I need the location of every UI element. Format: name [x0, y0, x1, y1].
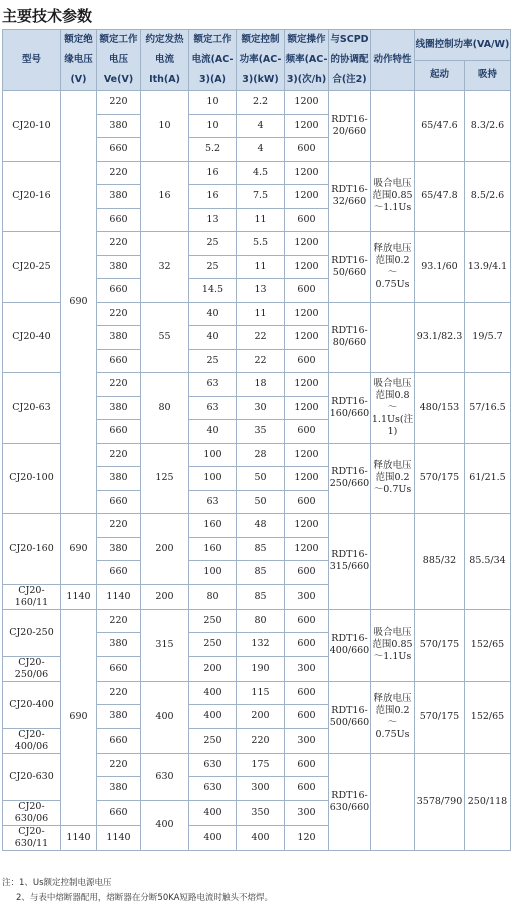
cell-action: 吸合电压范围0.8～1.1Us(注1) [371, 373, 415, 444]
cell-ie: 16 [189, 185, 237, 209]
cell-action [371, 302, 415, 373]
cell-freq: 600 [285, 279, 329, 303]
cell-pe: 11 [237, 302, 285, 326]
cell-pe: 50 [237, 467, 285, 491]
cell-ith: 630 [141, 753, 189, 800]
cell-model: CJ20-400/06 [3, 728, 61, 753]
cell-ue: 380 [97, 467, 141, 491]
cell-pe: 132 [237, 633, 285, 657]
cell-freq: 600 [285, 753, 329, 777]
cell-ie: 100 [189, 443, 237, 467]
cell-scpd: RDT16-20/660 [329, 91, 371, 162]
cell-ue: 220 [97, 232, 141, 256]
cell-coil-start: 93.1/60 [415, 232, 465, 303]
cell-freq: 1200 [285, 396, 329, 420]
cell-ue: 380 [97, 255, 141, 279]
cell-ie: 400 [189, 681, 237, 705]
header-coil-power: 线圈控制功率(VA/W) [415, 30, 511, 61]
cell-ue: 660 [97, 800, 141, 825]
cell-scpd: RDT16-500/660 [329, 681, 371, 753]
cell-model: CJ20-630/06 [3, 800, 61, 825]
cell-freq: 300 [285, 656, 329, 681]
cell-ith: 55 [141, 302, 189, 373]
cell-ie: 16 [189, 161, 237, 185]
cell-freq: 600 [285, 777, 329, 801]
cell-ue: 660 [97, 728, 141, 753]
cell-ue: 380 [97, 185, 141, 209]
cell-ie: 250 [189, 609, 237, 633]
cell-ue: 220 [97, 681, 141, 705]
cell-ie: 250 [189, 633, 237, 657]
cell-ue: 220 [97, 161, 141, 185]
cell-ie: 40 [189, 302, 237, 326]
cell-freq: 120 [285, 825, 329, 850]
cell-coil-start: 570/175 [415, 681, 465, 753]
footnotes [2, 876, 273, 906]
cell-action: 吸合电压范围0.85～1.1Us [371, 161, 415, 232]
header-coil-hold: 吸持 [465, 60, 511, 91]
cell-model: CJ20-630 [3, 753, 61, 800]
cell-ue: 220 [97, 373, 141, 397]
cell-pe: 220 [237, 728, 285, 753]
cell-model: CJ20-40 [3, 302, 61, 373]
cell-coil-hold: 250/118 [465, 753, 511, 850]
cell-model: CJ20-630/11 [3, 825, 61, 850]
cell-model: CJ20-160 [3, 514, 61, 585]
cell-ue: 1140 [97, 584, 141, 609]
cell-ie: 40 [189, 326, 237, 350]
cell-scpd: RDT16-50/660 [329, 232, 371, 303]
cell-ue: 660 [97, 656, 141, 681]
cell-action: 释放电压范围0.2～0.7Us [371, 443, 415, 514]
cell-freq: 600 [285, 705, 329, 729]
cell-ue: 660 [97, 138, 141, 162]
cell-action: 释放电压范围0.2～0.75Us [371, 681, 415, 753]
cell-freq: 1200 [285, 232, 329, 256]
cell-coil-start: 65/47.8 [415, 161, 465, 232]
cell-freq: 600 [285, 681, 329, 705]
cell-action [371, 753, 415, 850]
cell-freq: 300 [285, 800, 329, 825]
cell-ie: 14.5 [189, 279, 237, 303]
cell-ie: 250 [189, 728, 237, 753]
cell-coil-start: 3578/790 [415, 753, 465, 850]
table-row [3, 514, 511, 538]
cell-ie: 100 [189, 561, 237, 585]
cell-scpd: RDT16-400/660 [329, 609, 371, 681]
header-operating-frequency: 额定操作频率(AC-3)(次/h) [285, 30, 329, 91]
cell-ue: 380 [97, 396, 141, 420]
cell-ui: 1140 [61, 584, 97, 609]
cell-model: CJ20-250/06 [3, 656, 61, 681]
cell-pe: 4.5 [237, 161, 285, 185]
cell-coil-hold: 57/16.5 [465, 373, 511, 444]
cell-model: CJ20-63 [3, 373, 61, 444]
cell-ue: 220 [97, 302, 141, 326]
cell-ie: 160 [189, 514, 237, 538]
header-thermal-current: 约定发热电流Ith(A) [141, 30, 189, 91]
cell-ui: 1140 [61, 825, 97, 850]
cell-coil-hold: 152/65 [465, 681, 511, 753]
cell-pe: 4 [237, 138, 285, 162]
cell-ith: 32 [141, 232, 189, 303]
cell-pe: 175 [237, 753, 285, 777]
cell-freq: 1200 [285, 185, 329, 209]
cell-ue: 220 [97, 443, 141, 467]
cell-pe: 13 [237, 279, 285, 303]
header-working-voltage: 额定工作电压Ve(V) [97, 30, 141, 91]
cell-freq: 600 [285, 138, 329, 162]
header-model: 型号 [3, 30, 61, 91]
cell-ie: 160 [189, 537, 237, 561]
cell-pe: 4 [237, 114, 285, 138]
cell-ie: 10 [189, 91, 237, 115]
cell-pe: 18 [237, 373, 285, 397]
cell-freq: 600 [285, 490, 329, 514]
cell-scpd: RDT16-160/660 [329, 373, 371, 444]
cell-model: CJ20-250 [3, 609, 61, 656]
cell-ith: 315 [141, 609, 189, 681]
cell-pe: 48 [237, 514, 285, 538]
cell-ie: 5.2 [189, 138, 237, 162]
cell-action [371, 91, 415, 162]
cell-pe: 85 [237, 584, 285, 609]
cell-ie: 63 [189, 373, 237, 397]
cell-pe: 350 [237, 800, 285, 825]
cell-coil-hold: 61/21.5 [465, 443, 511, 514]
cell-ie: 10 [189, 114, 237, 138]
cell-action: 释放电压范围0.2～0.75Us [371, 232, 415, 303]
cell-ith: 400 [141, 800, 189, 850]
cell-ith: 80 [141, 373, 189, 444]
header-control-power: 额定控制功率(AC-3)(kW) [237, 30, 285, 91]
cell-pe: 115 [237, 681, 285, 705]
cell-ith: 125 [141, 443, 189, 514]
cell-pe: 5.5 [237, 232, 285, 256]
table-row [3, 91, 511, 115]
cell-ue: 1140 [97, 825, 141, 850]
cell-coil-start: 480/153 [415, 373, 465, 444]
header-coil-start: 起动 [415, 60, 465, 91]
cell-model: CJ20-10 [3, 91, 61, 162]
cell-pe: 190 [237, 656, 285, 681]
cell-model: CJ20-16 [3, 161, 61, 232]
cell-coil-hold: 13.9/4.1 [465, 232, 511, 303]
cell-ie: 25 [189, 349, 237, 373]
cell-freq: 1200 [285, 161, 329, 185]
cell-ue: 220 [97, 609, 141, 633]
cell-ui: 690 [61, 91, 97, 514]
header-insulation-voltage: 额定绝缘电压(V) [61, 30, 97, 91]
cell-ie: 40 [189, 420, 237, 444]
cell-scpd: RDT16-630/660 [329, 753, 371, 850]
cell-coil-hold: 152/65 [465, 609, 511, 681]
cell-ue: 380 [97, 537, 141, 561]
cell-freq: 300 [285, 728, 329, 753]
cell-model: CJ20-100 [3, 443, 61, 514]
page-title: 主要技术参数 [2, 7, 93, 25]
cell-ue: 380 [97, 777, 141, 801]
cell-ie: 63 [189, 490, 237, 514]
cell-coil-hold: 85.5/34 [465, 514, 511, 610]
cell-ith: 400 [141, 681, 189, 753]
cell-ie: 200 [189, 656, 237, 681]
cell-ie: 25 [189, 232, 237, 256]
cell-freq: 600 [285, 561, 329, 585]
cell-ie: 63 [189, 396, 237, 420]
cell-model: CJ20-160/11 [3, 584, 61, 609]
cell-ue: 660 [97, 279, 141, 303]
cell-pe: 22 [237, 326, 285, 350]
cell-pe: 22 [237, 349, 285, 373]
cell-pe: 300 [237, 777, 285, 801]
cell-ue: 380 [97, 114, 141, 138]
header-action: 动作特性 [371, 30, 415, 91]
cell-ue: 380 [97, 326, 141, 350]
cell-action: 吸合电压范围0.85～1.1Us [371, 609, 415, 681]
cell-ie: 400 [189, 705, 237, 729]
cell-coil-hold: 8.3/2.6 [465, 91, 511, 162]
cell-pe: 28 [237, 443, 285, 467]
cell-freq: 1200 [285, 326, 329, 350]
cell-pe: 400 [237, 825, 285, 850]
cell-scpd: RDT16-315/660 [329, 514, 371, 610]
cell-ie: 630 [189, 753, 237, 777]
cell-ie: 80 [189, 584, 237, 609]
cell-ui: 690 [61, 514, 97, 585]
cell-scpd: RDT16-80/660 [329, 302, 371, 373]
cell-ue: 380 [97, 633, 141, 657]
cell-coil-hold: 8.5/2.6 [465, 161, 511, 232]
cell-scpd: RDT16-32/660 [329, 161, 371, 232]
cell-pe: 80 [237, 609, 285, 633]
cell-coil-start: 570/175 [415, 609, 465, 681]
cell-freq: 1200 [285, 373, 329, 397]
cell-ue: 660 [97, 490, 141, 514]
cell-freq: 600 [285, 609, 329, 633]
header-working-current: 额定工作电流(AC-3)(A) [189, 30, 237, 91]
cell-ith: 200 [141, 514, 189, 585]
cell-coil-start: 93.1/82.3 [415, 302, 465, 373]
cell-ith: 16 [141, 161, 189, 232]
cell-ue: 660 [97, 349, 141, 373]
cell-ue: 660 [97, 561, 141, 585]
cell-ue: 220 [97, 91, 141, 115]
footnote-2: 2、与表中熔断器配用，熔断器在分断50KA短路电流时触头不熔焊。 [16, 893, 273, 903]
cell-freq: 1200 [285, 91, 329, 115]
cell-scpd: RDT16-250/660 [329, 443, 371, 514]
cell-pe: 11 [237, 208, 285, 232]
cell-freq: 1200 [285, 443, 329, 467]
cell-pe: 50 [237, 490, 285, 514]
cell-ue: 220 [97, 753, 141, 777]
cell-freq: 1200 [285, 537, 329, 561]
cell-freq: 600 [285, 349, 329, 373]
cell-pe: 11 [237, 255, 285, 279]
cell-ue: 660 [97, 420, 141, 444]
cell-model: CJ20-400 [3, 681, 61, 728]
cell-coil-start: 885/32 [415, 514, 465, 610]
cell-ie: 25 [189, 255, 237, 279]
spec-table [2, 29, 511, 851]
cell-freq: 1200 [285, 467, 329, 491]
cell-pe: 2.2 [237, 91, 285, 115]
cell-coil-hold: 19/5.7 [465, 302, 511, 373]
cell-ui: 690 [61, 609, 97, 825]
cell-ie: 630 [189, 777, 237, 801]
cell-freq: 1200 [285, 302, 329, 326]
cell-model: CJ20-25 [3, 232, 61, 303]
cell-freq: 1200 [285, 255, 329, 279]
cell-ie: 400 [189, 800, 237, 825]
cell-ue: 380 [97, 705, 141, 729]
cell-pe: 200 [237, 705, 285, 729]
table-row [3, 609, 511, 633]
cell-freq: 300 [285, 584, 329, 609]
cell-ue: 220 [97, 514, 141, 538]
cell-ith: 200 [141, 584, 189, 609]
footnote-1: 注：1、Us额定控制电源电压 [2, 878, 112, 888]
cell-ith: 10 [141, 91, 189, 162]
cell-freq: 600 [285, 208, 329, 232]
cell-pe: 35 [237, 420, 285, 444]
cell-freq: 1200 [285, 514, 329, 538]
cell-freq: 600 [285, 633, 329, 657]
cell-action [371, 514, 415, 610]
cell-coil-start: 65/47.6 [415, 91, 465, 162]
cell-freq: 600 [285, 420, 329, 444]
cell-ue: 660 [97, 208, 141, 232]
cell-ie: 100 [189, 467, 237, 491]
cell-coil-start: 570/175 [415, 443, 465, 514]
cell-freq: 1200 [285, 114, 329, 138]
cell-pe: 85 [237, 537, 285, 561]
cell-ie: 400 [189, 825, 237, 850]
cell-ie: 13 [189, 208, 237, 232]
header-scpd: 与SCPD的协调配合(注2) [329, 30, 371, 91]
cell-pe: 85 [237, 561, 285, 585]
cell-pe: 30 [237, 396, 285, 420]
cell-pe: 7.5 [237, 185, 285, 209]
